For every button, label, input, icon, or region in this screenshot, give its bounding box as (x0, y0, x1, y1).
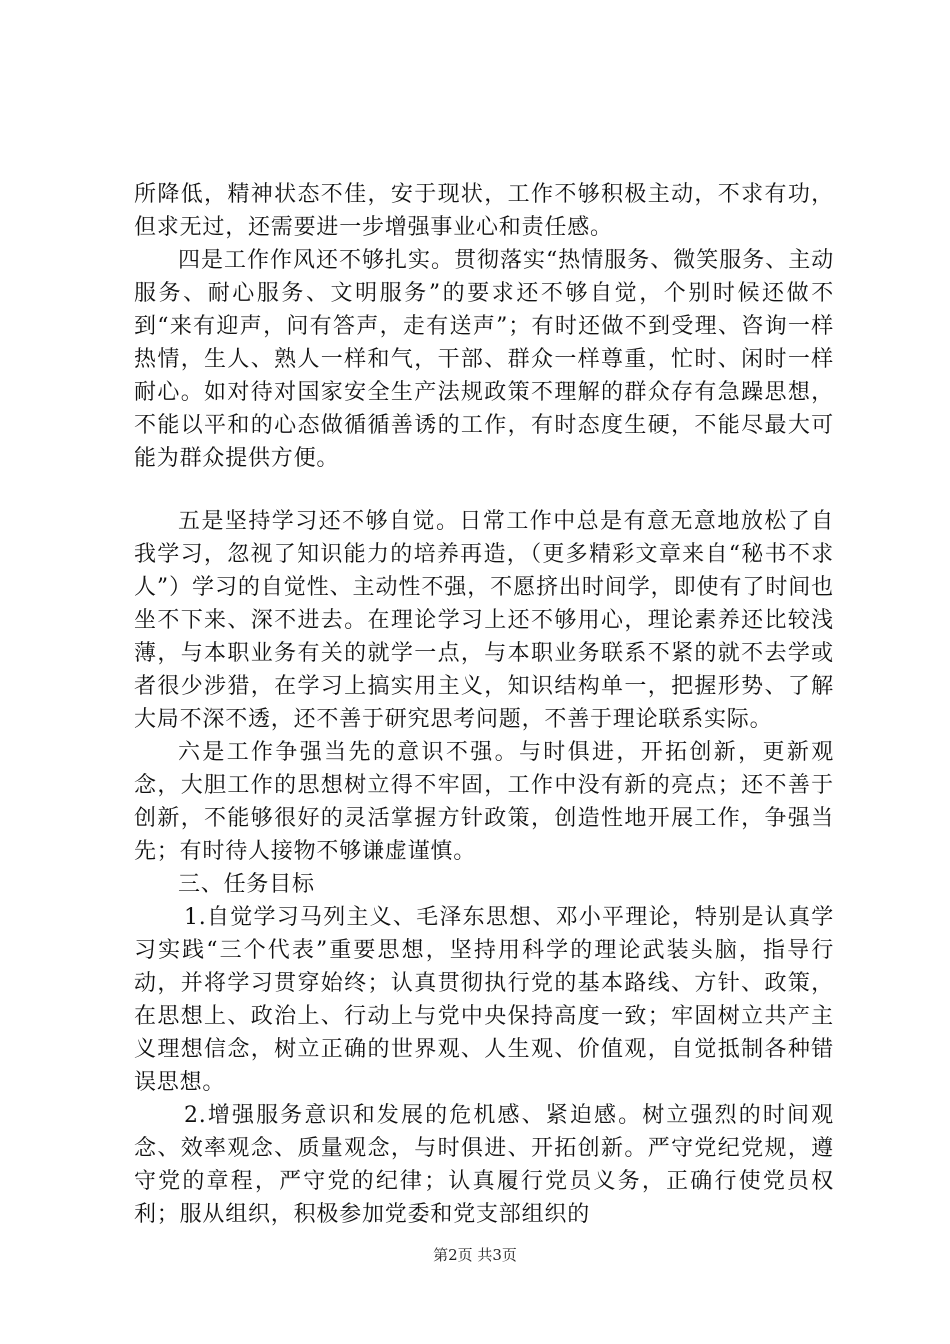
goal-item-1: 1.自觉学习马列主义、毛泽东思想、邓小平理论，特别是认真学习实践“三个代表”重要思想，坚持用科学的理论武装头脑，指导行动，并将学习贯穿始终；认真贯彻执行党的基本路线、方针、政策，在思想上、政治上、行动上与党中央保持高度一致；牢固树立共产主义理想信念，树立正确的世界观、人生观、价值观，自觉抵制各种错误思想。 (134, 905, 834, 1095)
section-heading-goals: 三、任务目标 (178, 872, 315, 897)
paragraph-initiative: 六是工作争强当先的意识不强。与时俱进，开拓创新，更新观念，大胆工作的思想树立得不牢固，工作中没有新的亮点；还不善于创新，不能够很好的灵活掌握方针政策，创造性地开展工作，争强当先；有时待人接物不够谦虚谨慎。 (134, 740, 834, 864)
paragraph-continuation: 所降低，精神状态不佳，安于现状，工作不够积极主动，不求有功，但求无过，还需要进一步增强事业心和责任感。 (134, 182, 834, 240)
document-body (134, 178, 834, 1231)
paragraph-gap (134, 475, 834, 505)
page-number-footer: 第2页 共3页 (433, 1246, 517, 1264)
paragraph-study: 五是坚持学习还不够自觉。日常工作中总是有意无意地放松了自我学习，忽视了知识能力的培养再造，（更多精彩文章来自“秘书不求人”）学习的自觉性、主动性不强，不愿挤出时间学，即使有了时间也坐不下来、深不进去。在理论学习上还不够用心，理论素养还比较浅薄，与本职业务有关的就学一点，与本职业务联系不紧的就不去学或者很少涉猎，在学习上搞实用主义，知识结构单一，把握形势、了解大局不深不透，还不善于研究思考问题，不善于理论联系实际。 (134, 509, 834, 732)
paragraph-work-style: 四是工作作风还不够扎实。贯彻落实“热情服务、微笑服务、主动服务、耐心服务、文明服务”的要求还不够自觉，个别时候还做不到“来有迎声，问有答声，走有送声”；有时还做不到受理、咨询一样热情，生人、熟人一样和气，干部、群众一样尊重，忙时、闲时一样耐心。如对待对国家安全生产法规政策不理解的群众存有急躁思想，不能以平和的心态做循循善诱的工作，有时态度生硬，不能尽最大可能为群众提供方便。 (134, 248, 834, 471)
goal-item-2: 2.增强服务意识和发展的危机感、紧迫感。树立强烈的时间观念、效率观念、质量观念，与时俱进、开拓创新。严守党纪党规，遵守党的章程，严守党的纪律；认真履行党员义务，正确行使党员权利；服从组织，积极参加党委和党支部组织的 (134, 1103, 834, 1227)
